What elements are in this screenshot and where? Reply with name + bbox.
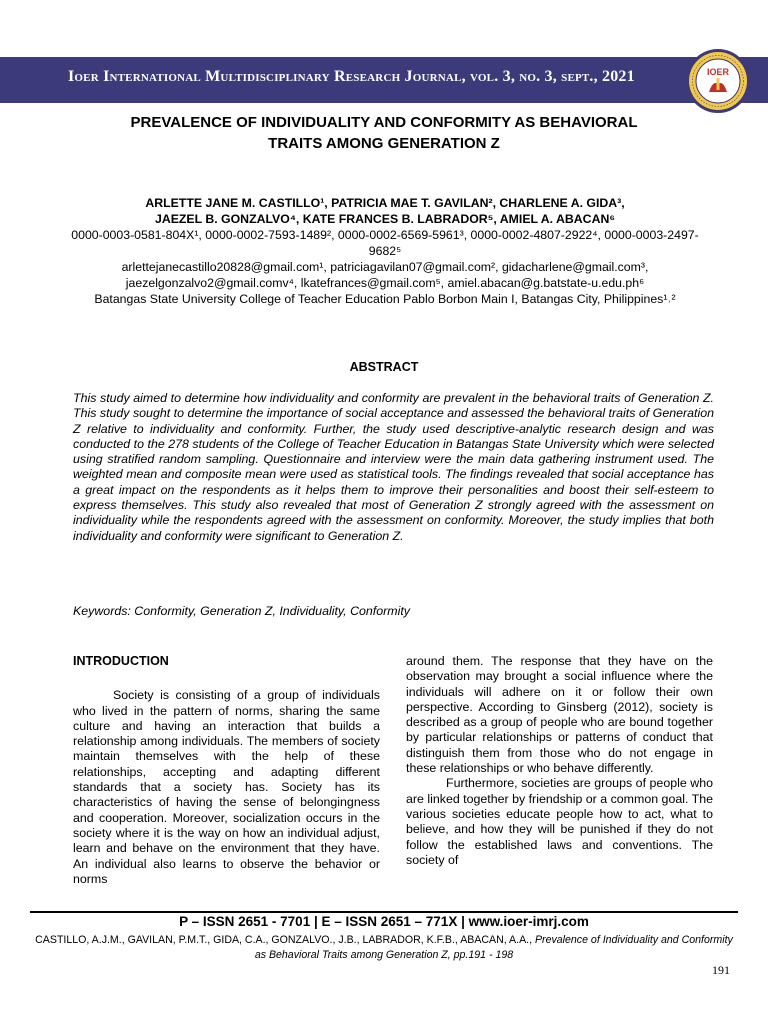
left-column (73, 654, 380, 887)
citation-title: Prevalence of Individuality and Conformity as Behavioral Traits among Generation Z, pp.191 - 198 (254, 934, 733, 961)
footer-divider (30, 911, 738, 913)
abstract-heading: ABSTRACT (349, 360, 419, 374)
author-names-line-2: JAEZEL B. GONZALVO⁴, KATE FRANCES B. LABRADOR⁵, AMIEL A. ABACAN⁶ (155, 212, 615, 226)
page-number: 191 (712, 963, 730, 977)
footer-citation (30, 933, 738, 962)
email-list: arlettejanecastillo20828@gmail.com¹, patriciagavilan07@gmail.com², gidacharlene@gmail.com³, jaezelgonzalvo2@gmail.comv⁴, lkatefrances@gmail.com⁵, amiel.abacan@g.batstate-u.edu.ph⁶ (121, 260, 649, 290)
orcid-list: 0000-0003-0581-804X¹, 0000-0002-7593-1489², 0000-0002-6569-5961³, 0000-0002-4807-2922⁴, 0000-0003-2497-9682⁵ (71, 228, 699, 258)
intro-paragraph-1-continued: around them. The response that they have on the observation may brought a social influence where the individuals will adhere on it or follow their own perspective. According to Ginsberg (2012), society is described as a group of people who are bound together by particular relationships or patterns of conduct that distinguish them from those who do not engage in these relationships or who behave differently. (406, 654, 713, 776)
footer-issn: P – ISSN 2651 - 7701 | E – ISSN 2651 – 771X | www.ioer-imrj.com (179, 914, 589, 929)
intro-paragraph-2: Furthermore, societies are groups of people who are linked together by friendship or a common goal. The various societies educate people how to act, what to believe, and how they will be punished if they do not follow the established laws and conventions. The society of (406, 776, 713, 867)
journal-logo-icon (685, 48, 751, 114)
logo-text: IOER (706, 67, 730, 77)
right-column (406, 654, 713, 868)
journal-title: Ioer International Multidisciplinary Research Journal, vol. 3, no. 3, sept., 2021 (68, 68, 635, 85)
author-names-line-1: ARLETTE JANE M. CASTILLO¹, PATRICIA MAE T. GAVILAN², CHARLENE A. GIDA³, (145, 196, 625, 210)
abstract-text: This study aimed to determine how individuality and conformity are prevalent in the behavioral traits of Generation Z. This study sought to determine the importance of social acceptance and assessed the behavioral traits of Generation Z relative to individuality and conformity. Further, the study used descriptive-analytic research design and was conducted to the 278 students of the College of Teacher Education in Batangas State University which were selected using stratified random sampling. Questionnaire and interview were the main data gathering instrument used. The weighted mean and composite mean were used as statistical tools. The findings revealed that social acceptance has a great impact on the respondents as it helps them to improve their personalities and boost their self-esteem to express themselves. This study also revealed that most of Generation Z strongly agreed with the assessment on individuality while the respondents agreed with the assessment on conformity. Moreover, the study implies that both individuality and conformity were significant to Generation Z. (73, 391, 714, 543)
citation-authors: CASTILLO, A.J.M., GAVILAN, P.M.T., GIDA, C.A., GONZALVO., J.B., LABRADOR, K.F.B., ABACAN, A.A., (35, 934, 533, 946)
author-block (70, 195, 700, 307)
keywords: Keywords: Conformity, Generation Z, Individuality, Conformity (73, 604, 410, 618)
intro-paragraph-1: Society is consisting of a group of individuals who lived in the pattern of norms, sharing the same culture and having an interaction that builds a relationship among individuals. The members of society maintain themselves with the help of these relationships, accepting and adapting different standards that a society has. Society has its characteristics of having the sense of belongingness and cooperation. Moreover, socialization occurs in the society where it is the way on how an individual adjust, learn and behave on the environment that they have. An individual also learns to observe the behavior or norms (73, 688, 380, 886)
title-line-2: TRAITS AMONG GENERATION Z (268, 135, 500, 152)
title-line-1: PREVALENCE OF INDIVIDUALITY AND CONFORMITY AS BEHAVIORAL (130, 114, 638, 131)
affiliation: Batangas State University College of Teacher Education Pablo Borbon Main I, Batangas City, Philippines¹˒² (94, 292, 676, 306)
paper-title (40, 112, 728, 154)
journal-banner (0, 57, 768, 103)
introduction-heading: INTRODUCTION (73, 654, 169, 668)
